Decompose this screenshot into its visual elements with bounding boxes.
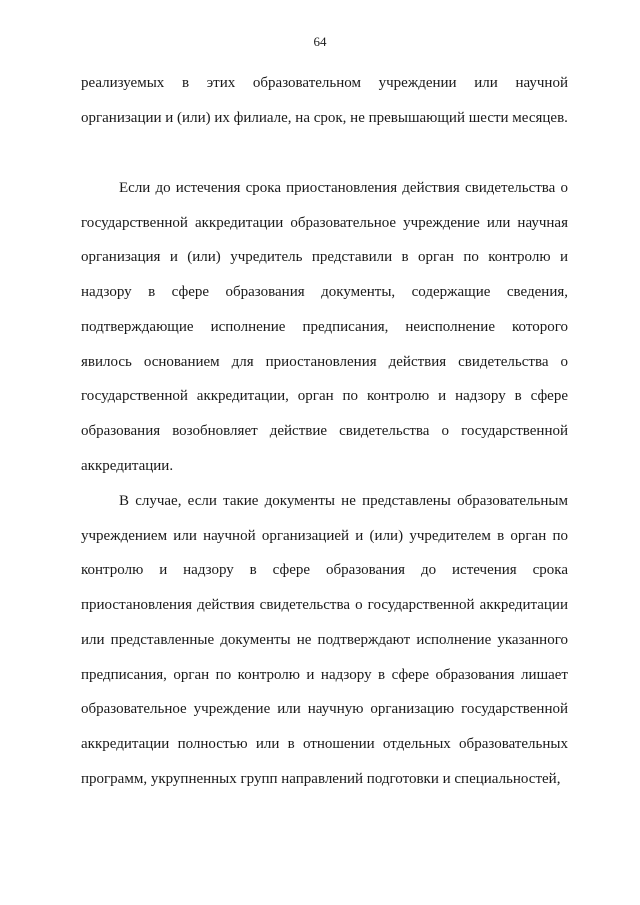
- paragraph-text: Если до истечения срока приостановления действия свидетельства о государственной аккредитации образовательное учреждение или научная организация и (или) учредитель представили в орган по контролю и надзору в сфере образования документы, содержащие сведения, подтверждающие исполнение предписания, неисполнение которого явилось основанием для приостановления действия свидетельства о государственной аккредитации, орган по контролю и надзору в сфере образования возобновляет действие свидетельства о государственной аккредитации.: [81, 180, 568, 474]
- paragraph-text: реализуемых в этих образовательном учреждении или научной организации и (или) их филиале, на срок, не превышающий шести месяцев.: [81, 75, 568, 126]
- paragraph-deprivation: [81, 484, 568, 796]
- paragraph-continuation: [81, 66, 568, 135]
- paragraph-text: В случае, если такие документы не представлены образовательным учреждением или научной организацией и (или) учредителем в орган по контролю и надзору в сфере образования до истечения срока приостановления действия свидетельства о государственной аккредитации или представленные документы не подтверждают исполнение указанного предписания, орган по контролю и надзору в сфере образования лишает образовательное учреждение или научную организацию государственной аккредитации полностью или в отношении отдельных образовательных программ, укрупненных групп направлений подготовки и специальностей,: [81, 493, 568, 787]
- paragraph-renewal: [81, 171, 568, 483]
- page-number: 64: [313, 34, 327, 49]
